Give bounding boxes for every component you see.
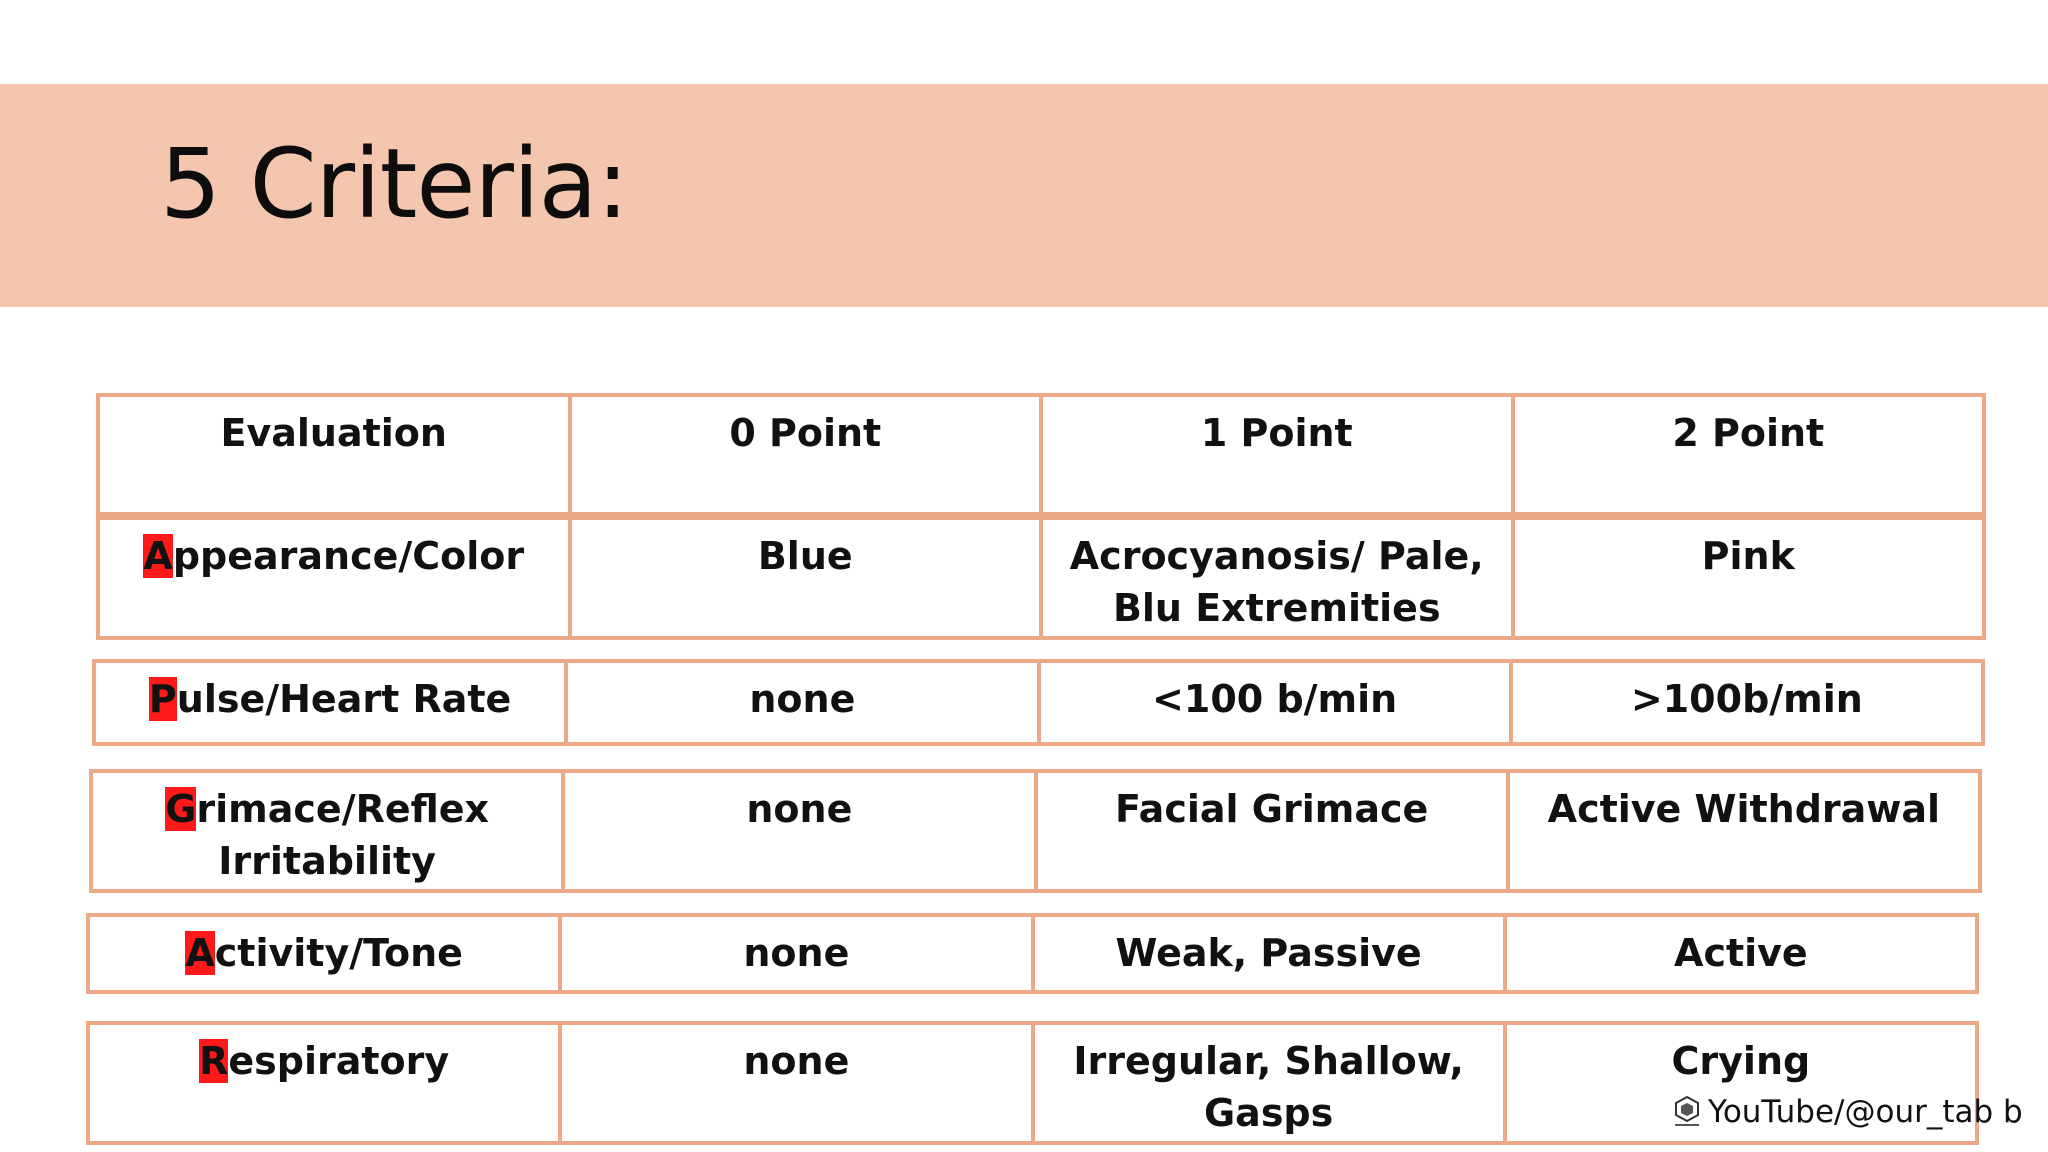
watermark-text: YouTube/@our_tab b [1708,1094,2023,1130]
table-row [92,659,1985,746]
first-letter-highlight: R [199,1039,229,1083]
criterion-cell [90,1025,562,1141]
criterion-rest: ppearance/Color [172,534,525,578]
one-point-cell: <100 b/min [1041,663,1513,742]
zero-point-cell: none [568,663,1040,742]
one-point-cell: Irregular, Shallow, Gasps [1035,1025,1507,1141]
criterion-rest: espiratory [228,1039,450,1083]
first-letter-highlight: G [165,787,197,831]
two-point-cell: Crying [1671,1039,1811,1083]
zero-point-cell: none [562,1025,1034,1141]
criterion-cell [93,773,565,889]
criterion-cell [90,917,562,990]
channel-logo-icon [1672,1095,1702,1129]
table-row [96,516,1986,640]
header-cell-evaluation: Evaluation [100,397,572,512]
one-point-cell: Weak, Passive [1035,917,1507,990]
two-point-cell: Pink [1701,534,1795,578]
table-header-row [96,393,1986,516]
criterion-cell [96,663,568,742]
zero-point-cell: Blue [572,520,1044,636]
zero-point-cell: none [565,773,1037,889]
first-letter-highlight: A [143,534,173,578]
table-row [86,913,1979,994]
one-point-cell: Acrocyanosis/ Pale, Blu Extremities [1043,520,1515,636]
one-point-cell: Facial Grimace [1038,773,1510,889]
two-point-cell: Active [1674,931,1808,975]
table-row [89,769,1982,893]
criterion-rest: ctivity/Tone [214,931,463,975]
header-cell-2-point: 2 Point [1672,411,1825,455]
header-cell-0-point: 0 Point [572,397,1044,512]
two-point-cell: Active Withdrawal [1547,787,1941,831]
header-cell-1-point: 1 Point [1043,397,1515,512]
zero-point-cell: none [562,917,1034,990]
page-title: 5 Criteria: [160,128,628,240]
first-letter-highlight: P [148,677,177,721]
two-point-cell: >100b/min [1630,677,1863,721]
channel-watermark [1672,1094,2023,1130]
criterion-rest: rimace/Reflex Irritability [196,787,490,883]
criterion-cell [100,520,572,636]
first-letter-highlight: A [185,931,215,975]
criterion-rest: ulse/Heart Rate [176,677,512,721]
